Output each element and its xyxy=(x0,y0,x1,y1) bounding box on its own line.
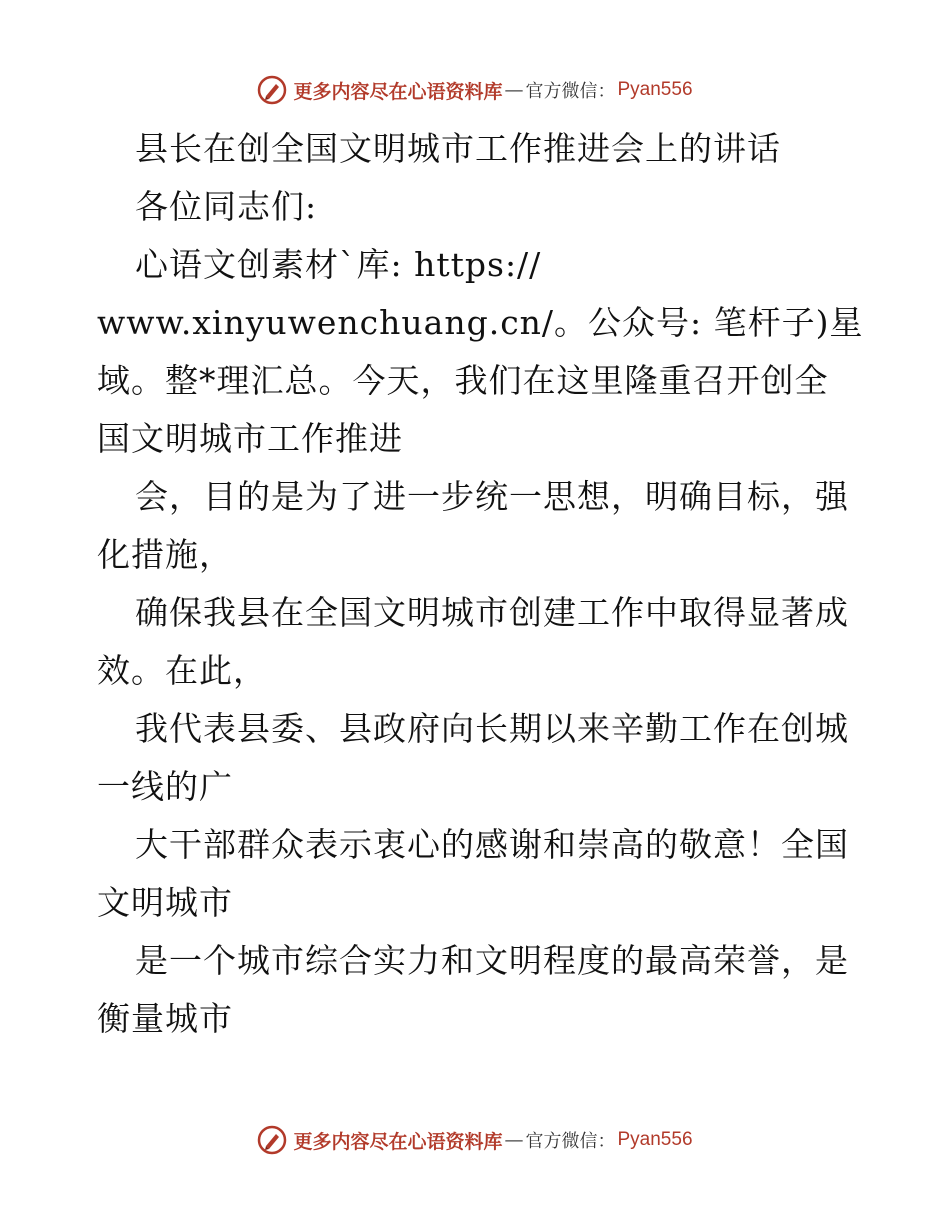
doc-line: 衡量城市 xyxy=(97,999,233,1038)
doc-line: 心语文创素材`库: https:// xyxy=(135,245,542,284)
doc-line: 一线的广 xyxy=(97,767,233,806)
doc-line: 国文明城市工作推进 xyxy=(97,419,403,458)
watermark-text: 更多内容尽在心语资料库 xyxy=(293,1130,503,1153)
doc-line: 文明城市 xyxy=(97,883,233,922)
header-watermark xyxy=(0,70,950,110)
doc-line: 域。整*理汇总。今天，我们在这里隆重召开创全 xyxy=(97,361,829,400)
document-body xyxy=(97,120,864,1048)
watermark-wechat-id: Pyan556 xyxy=(617,79,693,100)
doc-line: 效。在此， xyxy=(97,651,267,690)
doc-line: 大干部群众表示衷心的感谢和崇高的敬意！全国 xyxy=(135,825,849,864)
doc-title: 县长在创全国文明城市工作推进会上的讲话 xyxy=(135,129,781,168)
footer-watermark xyxy=(0,1120,950,1160)
doc-salutation: 各位同志们: xyxy=(135,187,318,226)
doc-line: 我代表县委、县政府向长期以来辛勤工作在创城 xyxy=(135,709,849,748)
watermark-wechat-label: 官方微信： xyxy=(525,1131,616,1152)
doc-line: 确保我县在全国文明城市创建工作中取得显著成 xyxy=(135,593,849,632)
doc-line: 是一个城市综合实力和文明程度的最高荣誉，是 xyxy=(135,941,849,980)
pen-logo-icon xyxy=(257,75,287,105)
pen-logo-icon xyxy=(257,1125,287,1155)
doc-line: 会，目的是为了进一步统一思想，明确目标，强 xyxy=(135,477,849,516)
watermark-separator: — xyxy=(504,1129,524,1151)
watermark-text: 更多内容尽在心语资料库 xyxy=(293,80,503,103)
watermark-separator: — xyxy=(504,79,524,101)
watermark-wechat-id: Pyan556 xyxy=(617,1129,693,1150)
watermark-wechat-label: 官方微信： xyxy=(525,81,616,102)
doc-line: 化措施， xyxy=(97,535,233,574)
doc-line: www.xinyuwenchuang.cn/。公众号: 笔杆子)星 xyxy=(97,303,864,342)
